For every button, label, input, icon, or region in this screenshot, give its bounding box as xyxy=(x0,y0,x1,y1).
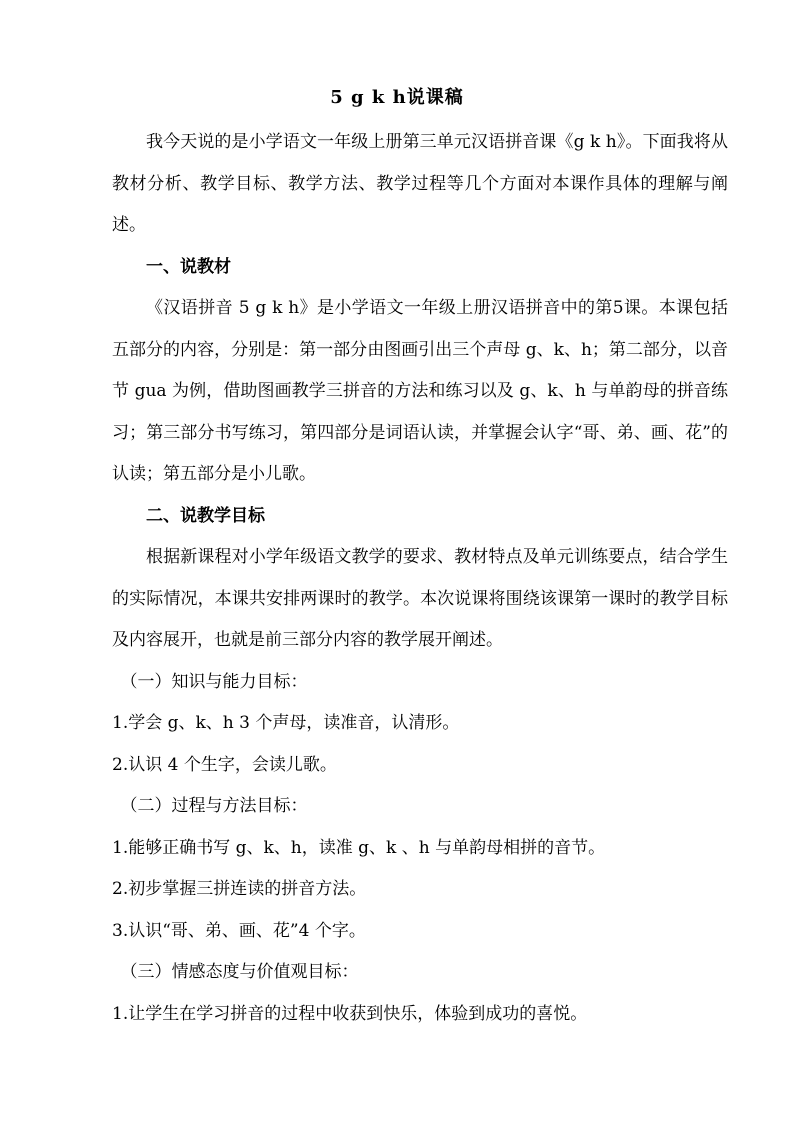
subheading-emotion: （三）情感态度与价值观目标： xyxy=(120,962,359,982)
intro-paragraph: 我今天说的是小学语文一年级上册第三单元汉语拼音课《g k h》。下面我将从教材分析、教学目标、教学方法、教学过程等几个方面对本课作具体的理解与阐述。 xyxy=(112,132,728,235)
document-body xyxy=(112,122,728,1035)
list-item: 1.学会 g、k、h 3 个声母，读准音，认清形。 xyxy=(112,713,460,733)
subheading-process: （二）过程与方法目标： xyxy=(120,796,308,816)
list-item: 2.认识 4 个生字，会读儿歌。 xyxy=(112,754,337,775)
goals-paragraph: 根据新课程对小学年级语文教学的要求、教材特点及单元训练要点，结合学生的实际情况，本课共安排两课时的教学。本次说课将围绕该课第一课时的教学目标及内容展开，也就是前三部分内容的教学展开阐述。 xyxy=(112,547,728,650)
list-item: 1.让学生在学习拼音的过程中收获到快乐，体验到成功的喜悦。 xyxy=(112,1003,588,1024)
list-item: 1.能够正确书写 g、k、h，读准 g、k 、h 与单韵母相拼的音节。 xyxy=(112,837,606,858)
section-heading-textbook: 一、说教材 xyxy=(146,256,231,277)
subheading-knowledge: （一）知识与能力目标： xyxy=(120,671,308,692)
section-heading-goals: 二、说教学目标 xyxy=(146,505,265,526)
document-title: 5 g k h说课稿 xyxy=(330,87,464,108)
list-item: 2.初步掌握三拼连读的拼音方法。 xyxy=(112,879,367,899)
textbook-paragraph: 《汉语拼音 5 g k h》是小学语文一年级上册汉语拼音中的第5课。本课包括五部分的内容，分别是：第一部分由图画引出三个声母 g、k、h；第二部分，以音节 gua 为例，借助图画教学三拼音的方法和练习以及 g、k、h 与单韵母的拼音练习；第三部分书写练习，第四部分是词语认读，并掌握会认字“哥、弟、画、花”的认读；第五部分是小儿歌。 xyxy=(112,298,728,484)
list-item: 3.认识“哥、弟、画、花”4 个字。 xyxy=(112,920,366,941)
